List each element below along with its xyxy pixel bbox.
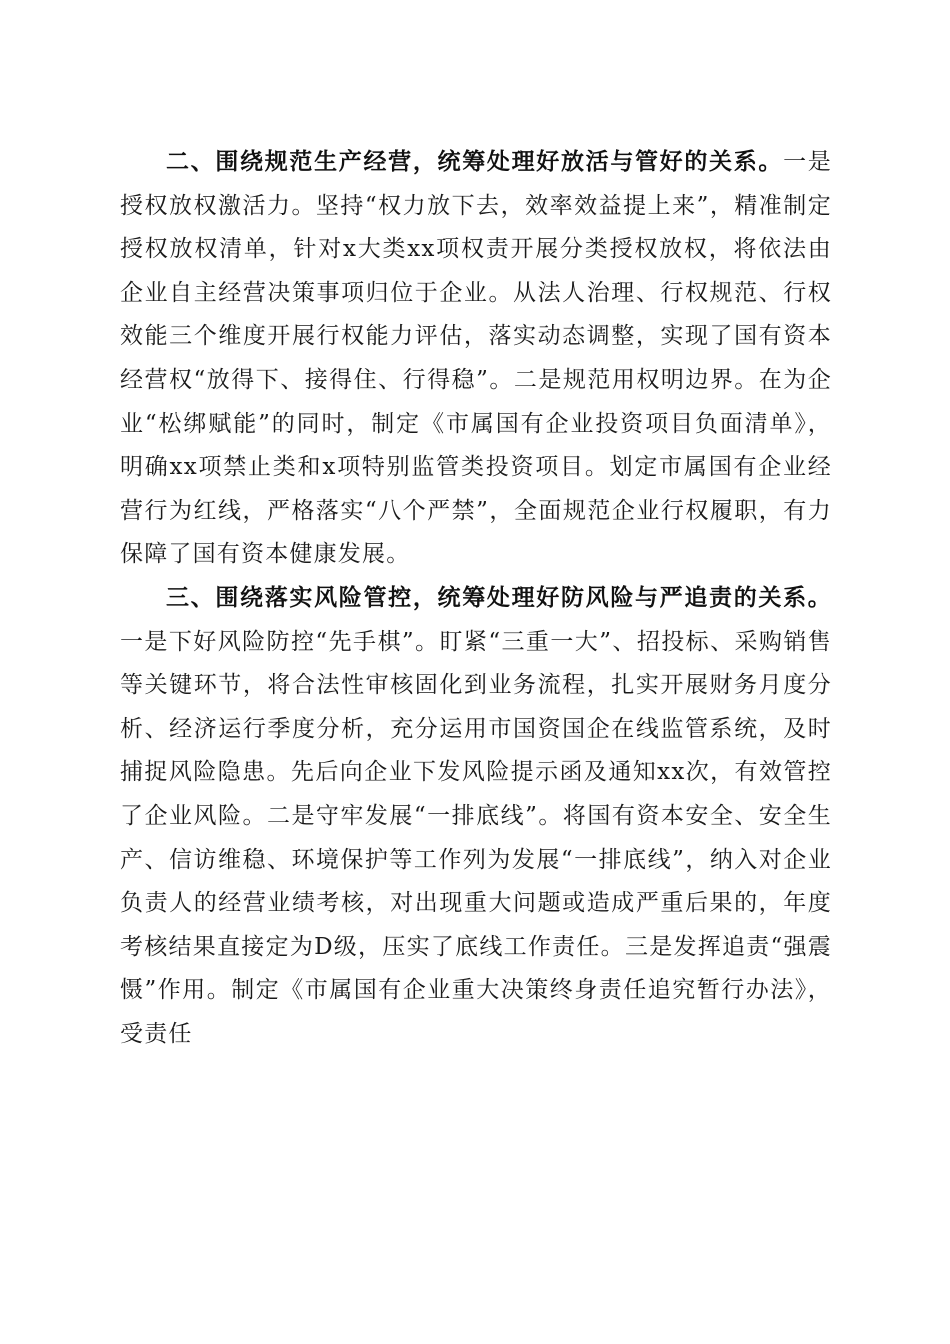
section-3-heading: 三、围绕落实风险管控，统筹处理好防风险与严追责的关系。 — [166, 584, 832, 611]
section-2-body: 一是授权放权激活力。坚持“权力放下去，效率效益提上来”，精准制定授权放权清单，针对x大类xx项权责开展分类授权放权，将依法由企业自主经营决策事项归位于企业。从法人治理、行权规范、行权效能三个维度开展行权能力评估，落实动态调整，实现了国有资本经营权“放得下、接得住、行得稳”。二是规范用权明边界。在为企业“松绑赋能”的同时，制定《市属国有企业投资项目负面清单》，明确xx项禁止类和x项特别监管类投资项目。划定市属国有企业经营行为红线，严格落实“八个严禁”，全面规范企业行权履职，有力保障了国有资本健康发展。 — [120, 149, 832, 568]
paragraph-section-2 — [120, 141, 832, 577]
document-body — [120, 141, 832, 1056]
section-2-heading: 二、围绕规范生产经营，统筹处理好放活与管好的关系。 — [166, 149, 784, 175]
paragraph-section-3 — [120, 577, 832, 1057]
section-3-body: 一是下好风险防控“先手棋”。盯紧“三重一大”、招投标、采购销售等关键环节，将合法性审核固化到业务流程，扎实开展财务月度分析、经济运行季度分析，充分运用市国资国企在线监管系统，及时捕捉风险隐患。先后向企业下发风险提示函及通知xx次，有效管控了企业风险。二是守牢发展“一排底线”。将国有资本安全、安全生产、信访维稳、环境保护等工作列为发展“一排底线”，纳入对企业负责人的经营业绩考核，对出现重大问题或造成严重后果的，年度考核结果直接定为D级，压实了底线工作责任。三是发挥追责“强震慑”作用。制定《市属国有企业重大决策终身责任追究暂行办法》，受责任 — [120, 628, 832, 1047]
